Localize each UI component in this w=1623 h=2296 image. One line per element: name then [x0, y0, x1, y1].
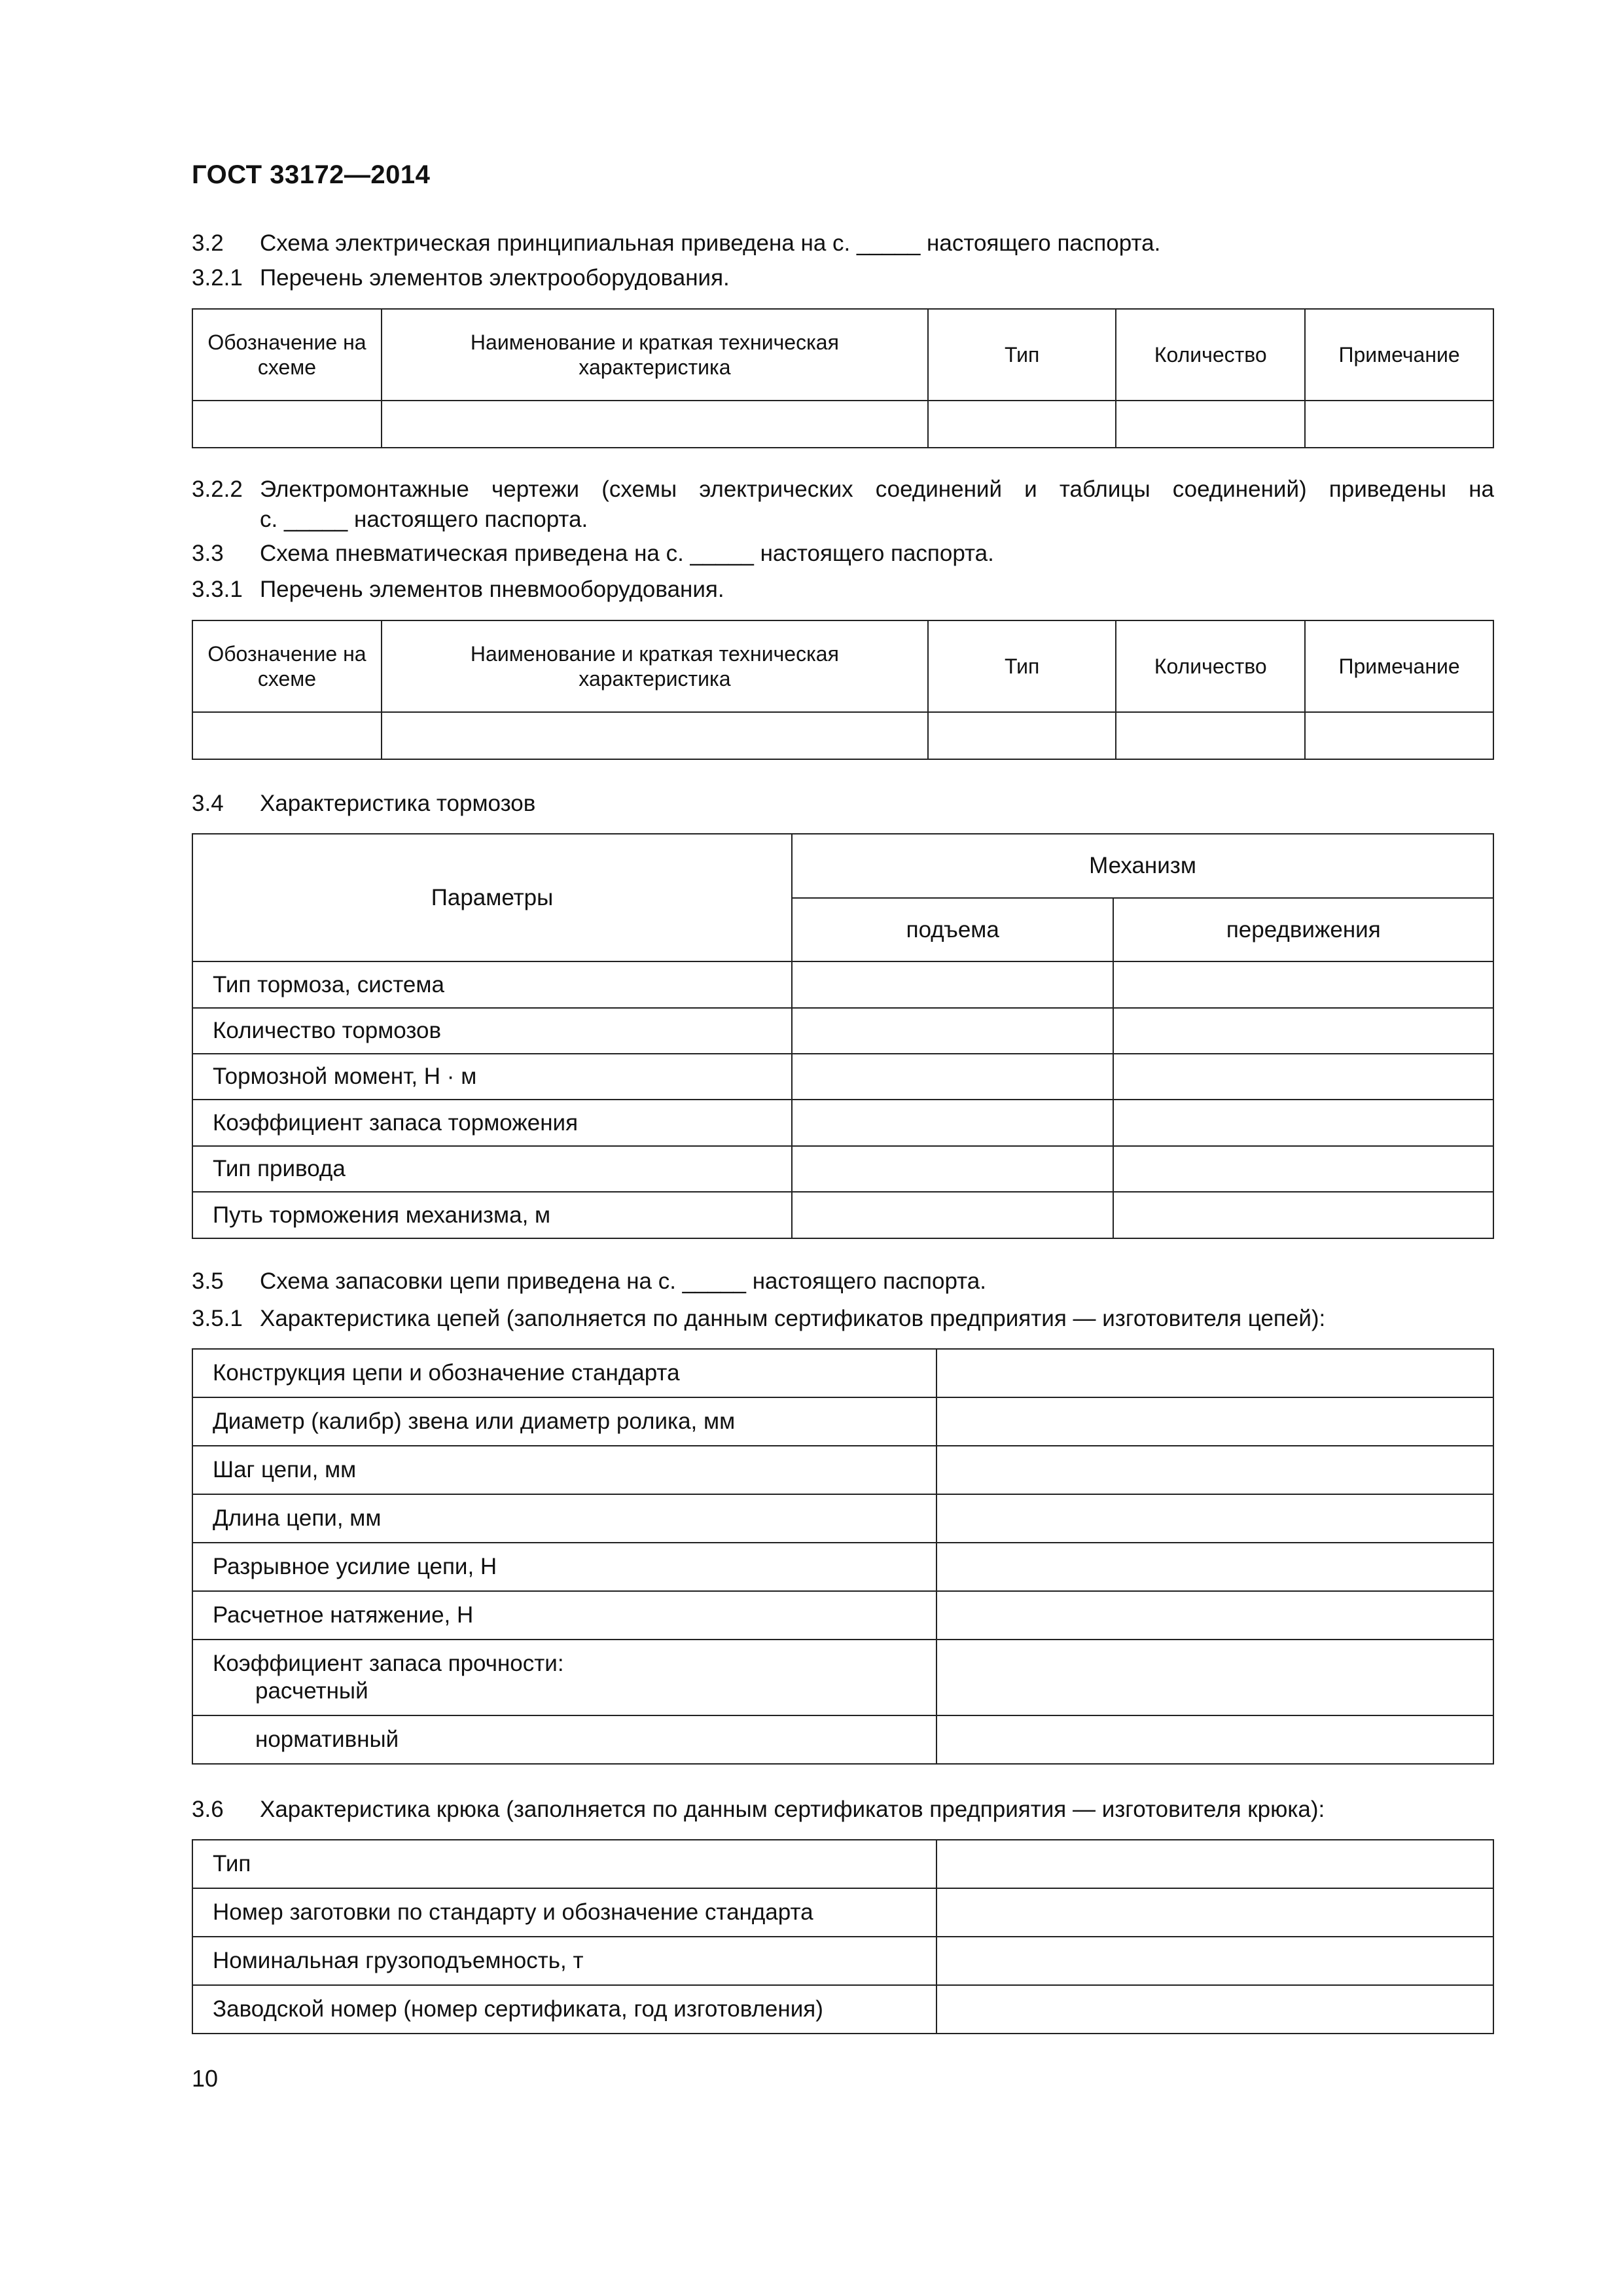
empty-cell[interactable] — [936, 1888, 1493, 1937]
section-3-6 — [192, 1794, 1494, 1825]
section-number: 3.6 — [192, 1797, 224, 1822]
table-row — [192, 1446, 1493, 1494]
row-label: Коэффициент запаса торможения — [192, 1100, 792, 1146]
empty-cell[interactable] — [382, 712, 928, 759]
empty-cell[interactable] — [1305, 712, 1493, 759]
section-3-3-1 — [192, 574, 1494, 605]
empty-cell[interactable] — [936, 1494, 1493, 1543]
table-row — [192, 1146, 1493, 1192]
table-row — [192, 712, 1493, 759]
section-number: 3.5.1 — [192, 1306, 243, 1331]
electrical-elements-table — [192, 308, 1494, 448]
section-text: Электромонтажные чертежи (схемы электрических соединений и таблицы соединений) приведены на — [260, 476, 1494, 502]
empty-cell[interactable] — [1116, 401, 1305, 448]
page-number: 10 — [192, 2065, 219, 2092]
table-header-row — [192, 834, 1493, 898]
section-text: Перечень элементов пневмооборудования. — [260, 577, 724, 602]
section-number: 3.4 — [192, 791, 224, 816]
empty-cell[interactable] — [936, 1397, 1493, 1446]
empty-cell[interactable] — [936, 1591, 1493, 1640]
table-header-row — [192, 620, 1493, 712]
header-travel: передвижения — [1113, 898, 1493, 961]
row-label: Заводской номер (номер сертификата, год изготовления) — [192, 1985, 936, 2034]
empty-cell[interactable] — [792, 961, 1113, 1008]
safety-factor-normative: нормативный — [192, 1715, 936, 1764]
header-mechanism: Механизм — [792, 834, 1493, 898]
table-row — [192, 1494, 1493, 1543]
section-3-4 — [192, 788, 1494, 819]
table-row — [192, 1888, 1493, 1937]
row-label: Тормозной момент, Н · м — [192, 1054, 792, 1100]
header-note: Примечание — [1305, 309, 1493, 401]
row-label: Тип тормоза, система — [192, 961, 792, 1008]
empty-cell[interactable] — [792, 1146, 1113, 1192]
empty-cell[interactable] — [382, 401, 928, 448]
section-3-2-2-continuation: с. _____ настоящего паспорта. — [260, 507, 588, 532]
hook-characteristics-table — [192, 1839, 1494, 2034]
header-lift: подъема — [792, 898, 1113, 961]
section-number: 3.3.1 — [192, 577, 243, 602]
table-row — [192, 1349, 1493, 1397]
pneumatic-elements-table — [192, 620, 1494, 760]
table-row — [192, 1192, 1493, 1238]
empty-cell[interactable] — [192, 401, 382, 448]
header-designation: Обозначение на схеме — [192, 620, 382, 712]
row-label: Длина цепи, мм — [192, 1494, 936, 1543]
row-label: Диаметр (калибр) звена или диаметр ролика, мм — [192, 1397, 936, 1446]
empty-cell[interactable] — [192, 712, 382, 759]
header-type: Тип — [928, 620, 1116, 712]
empty-cell[interactable] — [1113, 1008, 1493, 1054]
table-row — [192, 1640, 1493, 1715]
empty-cell[interactable] — [1113, 1146, 1493, 1192]
header-type: Тип — [928, 309, 1116, 401]
section-text: Схема электрическая принципиальная приведена на с. _____ настоящего паспорта. — [260, 230, 1161, 256]
safety-factor-cell — [192, 1640, 936, 1715]
section-number: 3.2 — [192, 230, 224, 256]
table-row — [192, 961, 1493, 1008]
row-label: Номер заготовки по стандарту и обозначение стандарта — [192, 1888, 936, 1937]
row-label: Путь торможения механизма, м — [192, 1192, 792, 1238]
empty-cell[interactable] — [1305, 401, 1493, 448]
table-row — [192, 1715, 1493, 1764]
row-label: Тип — [192, 1840, 936, 1888]
brake-characteristics-table — [192, 833, 1494, 1239]
row-label: Конструкция цепи и обозначение стандарта — [192, 1349, 936, 1397]
empty-cell[interactable] — [1113, 961, 1493, 1008]
empty-cell[interactable] — [936, 1543, 1493, 1591]
row-label: Расчетное натяжение, Н — [192, 1591, 936, 1640]
chain-characteristics-table — [192, 1348, 1494, 1765]
header-note: Примечание — [1305, 620, 1493, 712]
empty-cell[interactable] — [792, 1054, 1113, 1100]
section-3-3 — [192, 538, 1494, 569]
header-designation: Обозначение на схеме — [192, 309, 382, 401]
section-3-2-1 — [192, 262, 1494, 294]
section-3-2 — [192, 228, 1494, 259]
empty-cell[interactable] — [928, 712, 1116, 759]
empty-cell[interactable] — [792, 1100, 1113, 1146]
row-label: Тип привода — [192, 1146, 792, 1192]
empty-cell[interactable] — [792, 1192, 1113, 1238]
empty-cell[interactable] — [936, 1937, 1493, 1985]
section-text: Характеристика тормозов — [260, 791, 536, 816]
empty-cell[interactable] — [1116, 712, 1305, 759]
table-row — [192, 1397, 1493, 1446]
header-quantity: Количество — [1116, 620, 1305, 712]
table-header-row — [192, 309, 1493, 401]
section-3-5-1 — [192, 1303, 1494, 1335]
empty-cell[interactable] — [1113, 1054, 1493, 1100]
table-row — [192, 1543, 1493, 1591]
row-label: Номинальная грузоподъемность, т — [192, 1937, 936, 1985]
section-text: Характеристика крюка (заполняется по данным сертификатов предприятия — изготовителя крюка): — [260, 1797, 1325, 1822]
header-parameters: Параметры — [192, 834, 792, 961]
section-3-2-2 — [192, 474, 1494, 505]
table-row — [192, 1985, 1493, 2034]
header-name: Наименование и краткая техническая характеристика — [382, 620, 928, 712]
section-text: Схема запасовки цепи приведена на с. _____ настоящего паспорта. — [260, 1268, 986, 1294]
empty-cell[interactable] — [1113, 1100, 1493, 1146]
empty-cell[interactable] — [936, 1840, 1493, 1888]
row-label: Разрывное усилие цепи, Н — [192, 1543, 936, 1591]
empty-cell[interactable] — [792, 1008, 1113, 1054]
section-text: Перечень элементов электрооборудования. — [260, 265, 730, 291]
section-3-5 — [192, 1266, 1494, 1297]
safety-factor-label: Коэффициент запаса прочности: — [213, 1651, 564, 1676]
table-row — [192, 1054, 1493, 1100]
table-row — [192, 1840, 1493, 1888]
table-row — [192, 1100, 1493, 1146]
empty-cell[interactable] — [928, 401, 1116, 448]
empty-cell[interactable] — [936, 1446, 1493, 1494]
section-number: 3.5 — [192, 1268, 224, 1294]
table-row — [192, 401, 1493, 448]
empty-cell[interactable] — [936, 1349, 1493, 1397]
empty-cell[interactable] — [936, 1985, 1493, 2034]
table-row — [192, 1937, 1493, 1985]
section-text: Характеристика цепей (заполняется по данным сертификатов предприятия — изготовителя цепей): — [260, 1306, 1326, 1331]
header-quantity: Количество — [1116, 309, 1305, 401]
empty-cell[interactable] — [936, 1640, 1493, 1715]
table-row — [192, 1008, 1493, 1054]
safety-factor-calculated: расчетный — [255, 1678, 368, 1704]
table-row — [192, 1591, 1493, 1640]
empty-cell[interactable] — [1113, 1192, 1493, 1238]
row-label: Количество тормозов — [192, 1008, 792, 1054]
document-code: ГОСТ 33172—2014 — [192, 160, 431, 189]
header-name: Наименование и краткая техническая характеристика — [382, 309, 928, 401]
section-number: 3.2.2 — [192, 476, 243, 502]
section-text: Схема пневматическая приведена на с. _____ настоящего паспорта. — [260, 541, 994, 566]
row-label: Шаг цепи, мм — [192, 1446, 936, 1494]
empty-cell[interactable] — [936, 1715, 1493, 1764]
section-number: 3.3 — [192, 541, 224, 566]
section-number: 3.2.1 — [192, 265, 243, 291]
